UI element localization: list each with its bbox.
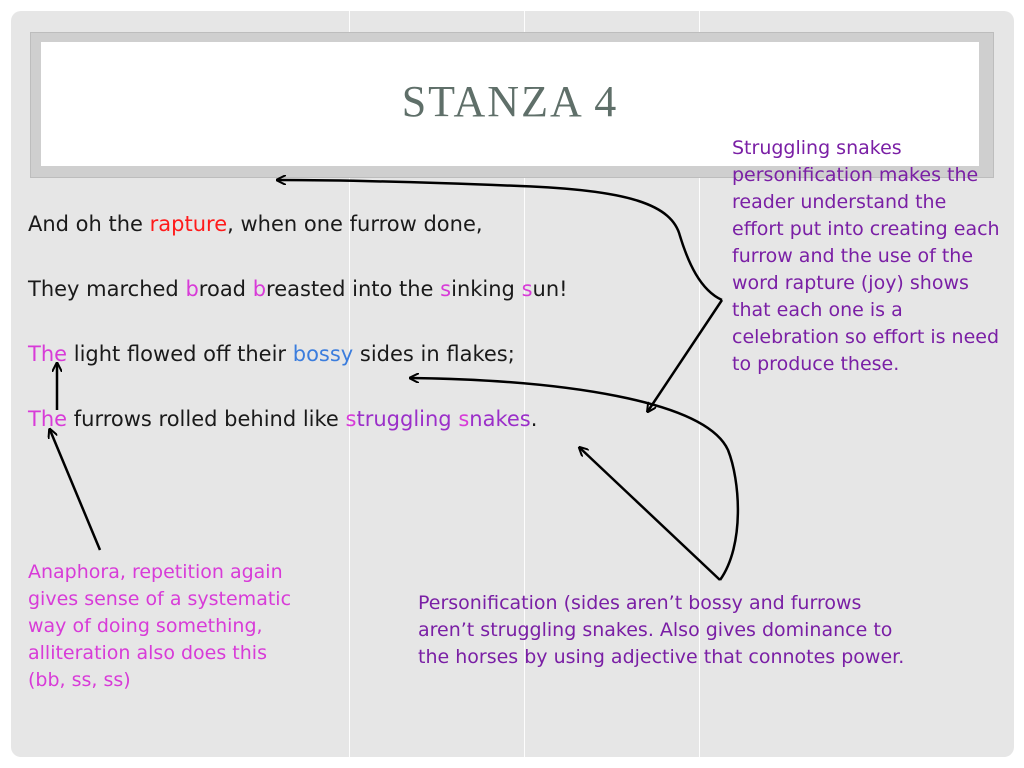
alliteration-letter: b — [185, 277, 199, 301]
alliteration-letter: b — [252, 277, 267, 301]
text: . — [530, 407, 538, 431]
slide-title: STANZA 4 — [401, 77, 619, 126]
alliteration-letter: s — [440, 277, 452, 301]
arrow-to-struggling — [580, 448, 720, 580]
text: sides in flakes; — [353, 342, 515, 366]
annotation-right: Struggling snakes personification makes the reader understand the effort put into creating each furrow and the use of the word rapture (joy) shows that each one is a celebration so effort is need to produce these. — [732, 137, 1000, 375]
text: inking — [451, 277, 522, 301]
text: light flowed off their — [67, 342, 293, 366]
alliteration-letter: s — [345, 407, 357, 431]
alliteration-letter: s — [458, 407, 470, 431]
arrow-to-line-1 — [278, 180, 722, 300]
highlight-rapture: rapture — [149, 212, 228, 236]
highlight-bossy: bossy — [292, 342, 354, 366]
arrow-to-the-line-4 — [50, 430, 100, 550]
annotation-left: Anaphora, repetition again gives sense of a systematic way of doing something, alliteration also does this (bb, ss, ss) — [28, 561, 292, 691]
annotation-bottom: Personification (sides aren’t bossy and furrows aren’t struggling snakes. Also gives dominance to the horses by using adjective that connotes power. — [418, 592, 905, 668]
text: reasted into the — [266, 277, 441, 301]
arrow-to-snakes — [648, 300, 722, 411]
text: And oh the — [28, 212, 150, 236]
anaphora-word: The — [28, 342, 68, 366]
text: un! — [532, 277, 568, 301]
alliteration-letter: s — [521, 277, 533, 301]
highlight-struggling: truggling — [356, 407, 459, 431]
text: furrows rolled behind like — [67, 407, 346, 431]
anaphora-word: The — [28, 407, 68, 431]
highlight-snakes: nakes — [469, 407, 531, 431]
text: They marched — [28, 277, 186, 301]
text: road — [198, 277, 253, 301]
text: , when one furrow done, — [227, 212, 483, 236]
